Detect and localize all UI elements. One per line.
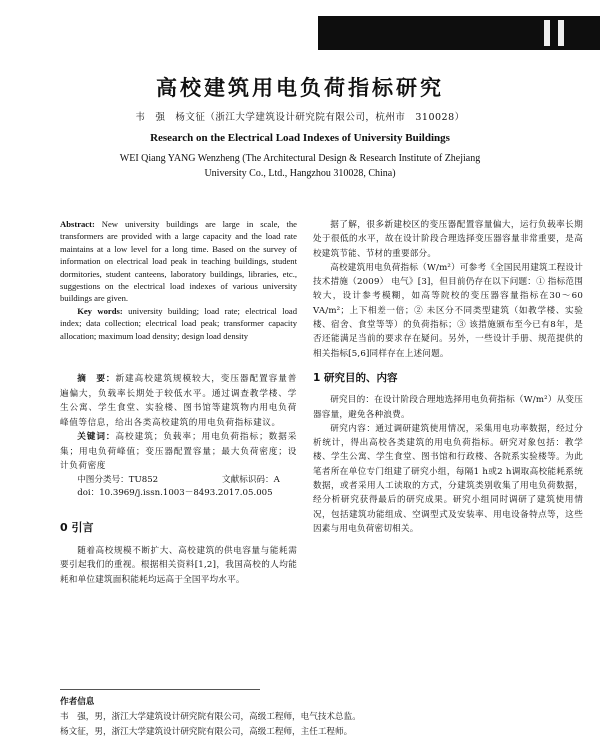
authors-cn: 韦 强 杨文征（浙江大学建筑设计研究院有限公司，杭州市 310028）: [135, 112, 465, 123]
journal-header-bar: [318, 16, 600, 50]
section-0-heading: 0 引言: [60, 520, 94, 534]
intro-continued: 据了解，很多新建校区的变压器配置容量偏大，运行负载率长期处于很低的水平，故在设计阶段合理选择变压器容量非常重要，是高校建筑节能、节材的重要部分。: [313, 220, 583, 259]
section-0-text: 随着高校规模不断扩大、高校建筑的供电容量与能耗需要引起我们的重视。根据相关资料[1,2]，我国高校的人均能耗和单位建筑面积能耗均远高于全国平均水平。: [60, 545, 297, 585]
keywords-en: [60, 305, 297, 342]
clc-number: 中图分类号：TU852: [77, 474, 159, 485]
keywords-en-text: university building; load rate; electrical load index; data collection; electrical load peak; transformer capacity allocation; maximum load density; design load density: [60, 305, 298, 341]
abstract-cn-text: 新建高校建筑规模较大，变压器配置容量普遍偏大，负载率长期处于较低水平。通过调查教学楼、学生公寓、学生食堂、实验楼、图书馆等建筑物内用电负荷峰值等信息，给出各类高校建筑的用电负荷指标建议。: [60, 374, 297, 428]
abstract-en: [60, 218, 297, 305]
abstract-cn-label: 摘 要：: [77, 374, 116, 385]
document-code: 文献标识码：A: [222, 474, 280, 485]
authors-en: [60, 151, 540, 181]
intro-problems: 高校建筑用电负荷指标（W/m²）可参考《全国民用建筑工程设计技术措施（2009） 电气》[3]，但目前仍存在以下问题：① 指标范围较大，设计参考模糊，如高等院校的变压器容量指标在30～60 VA/m²；上下相差一倍；② 未区分不同类型建筑（如教学楼、实验楼、宿舍、食堂等等）的负荷指标；③ 该措施颁布至今已有8年，是否还能满足当前的要求存在疑问。另外，一些设计手册、规范提供的相关指标[5,6]同样存在上述问题。: [313, 262, 583, 359]
paper-title-cn: 高校建筑用电负荷指标研究: [156, 76, 444, 100]
authors-en-line2: University Co., Ltd., Hangzhou 310028, China): [204, 168, 396, 179]
doi: doi：10.3969/j.issn.1003－8493.2017.05.005: [77, 487, 273, 498]
abstract-cn: [60, 372, 297, 474]
abstract-en-text: New university buildings are large in scale, the transformers are provided with a large capacity and the load rate maintains at a low level for a long time. Based on the survey of information on electrical load peak in teaching buildings, student dormitories, student canteens, laboratory buildings, libraries, etc., suggestions on the electrical load indexes of various university buildings are given.: [60, 219, 297, 304]
article-meta: [60, 474, 297, 500]
keywords-cn-text: 高校建筑；负载率；用电负荷指标；数据采集；用电负荷峰值；变压器配置容量；最大负荷密度；设计负荷密度: [60, 432, 297, 472]
author-info-line2: 杨文征，男，浙江大学建筑设计研究院有限公司，高级工程师，主任工程师。: [60, 727, 353, 737]
keywords-cn-label: 关键词：: [77, 432, 116, 443]
left-column: [60, 218, 297, 587]
footnote-divider: [60, 689, 260, 690]
author-info-footnote: [60, 695, 590, 740]
section-1-purpose: 研究目的：在设计阶段合理地选择用电负荷指标（W/m²）从变压器容量，避免各种浪费。: [313, 395, 583, 420]
abstract-en-label: Abstract:: [60, 219, 95, 229]
author-info-line1: 韦 强，男，浙江大学建筑设计研究院有限公司，高级工程师，电气技术总监。: [60, 712, 361, 722]
section-1-content: 研究内容：通过调研建筑使用情况，采集用电功率数据，经过分析统计，得出高校各类建筑的用电负荷指标。研究对象包括：教学楼、学生公寓、学生食堂、图书馆和行政楼、各院系实验楼等。为此笔者所在单位专门组建了研究小组，每隔1 h或2 h调取高校能耗系统数据，或者采用人工读取的方式，分建筑类别收集了用电负荷数据，经分析研究获得最后的研究成果。研究小组同时调研了建筑使用情况，包括建筑功能组成、空调型式及安装率、用电设备特点等，这些因素与用电负荷密切相关。: [313, 423, 583, 534]
author-info-heading: 作者信息: [60, 697, 95, 707]
authors-en-line1: WEI Qiang YANG Wenzheng (The Architectural Design & Research Institute of Zhejiang: [119, 153, 481, 164]
paper-title-en: Research on the Electrical Load Indexes of University Buildings: [150, 132, 450, 144]
section-1-heading: 1 研究目的、内容: [313, 371, 398, 384]
keywords-en-label: Key words:: [77, 305, 123, 316]
right-column: [313, 218, 583, 536]
